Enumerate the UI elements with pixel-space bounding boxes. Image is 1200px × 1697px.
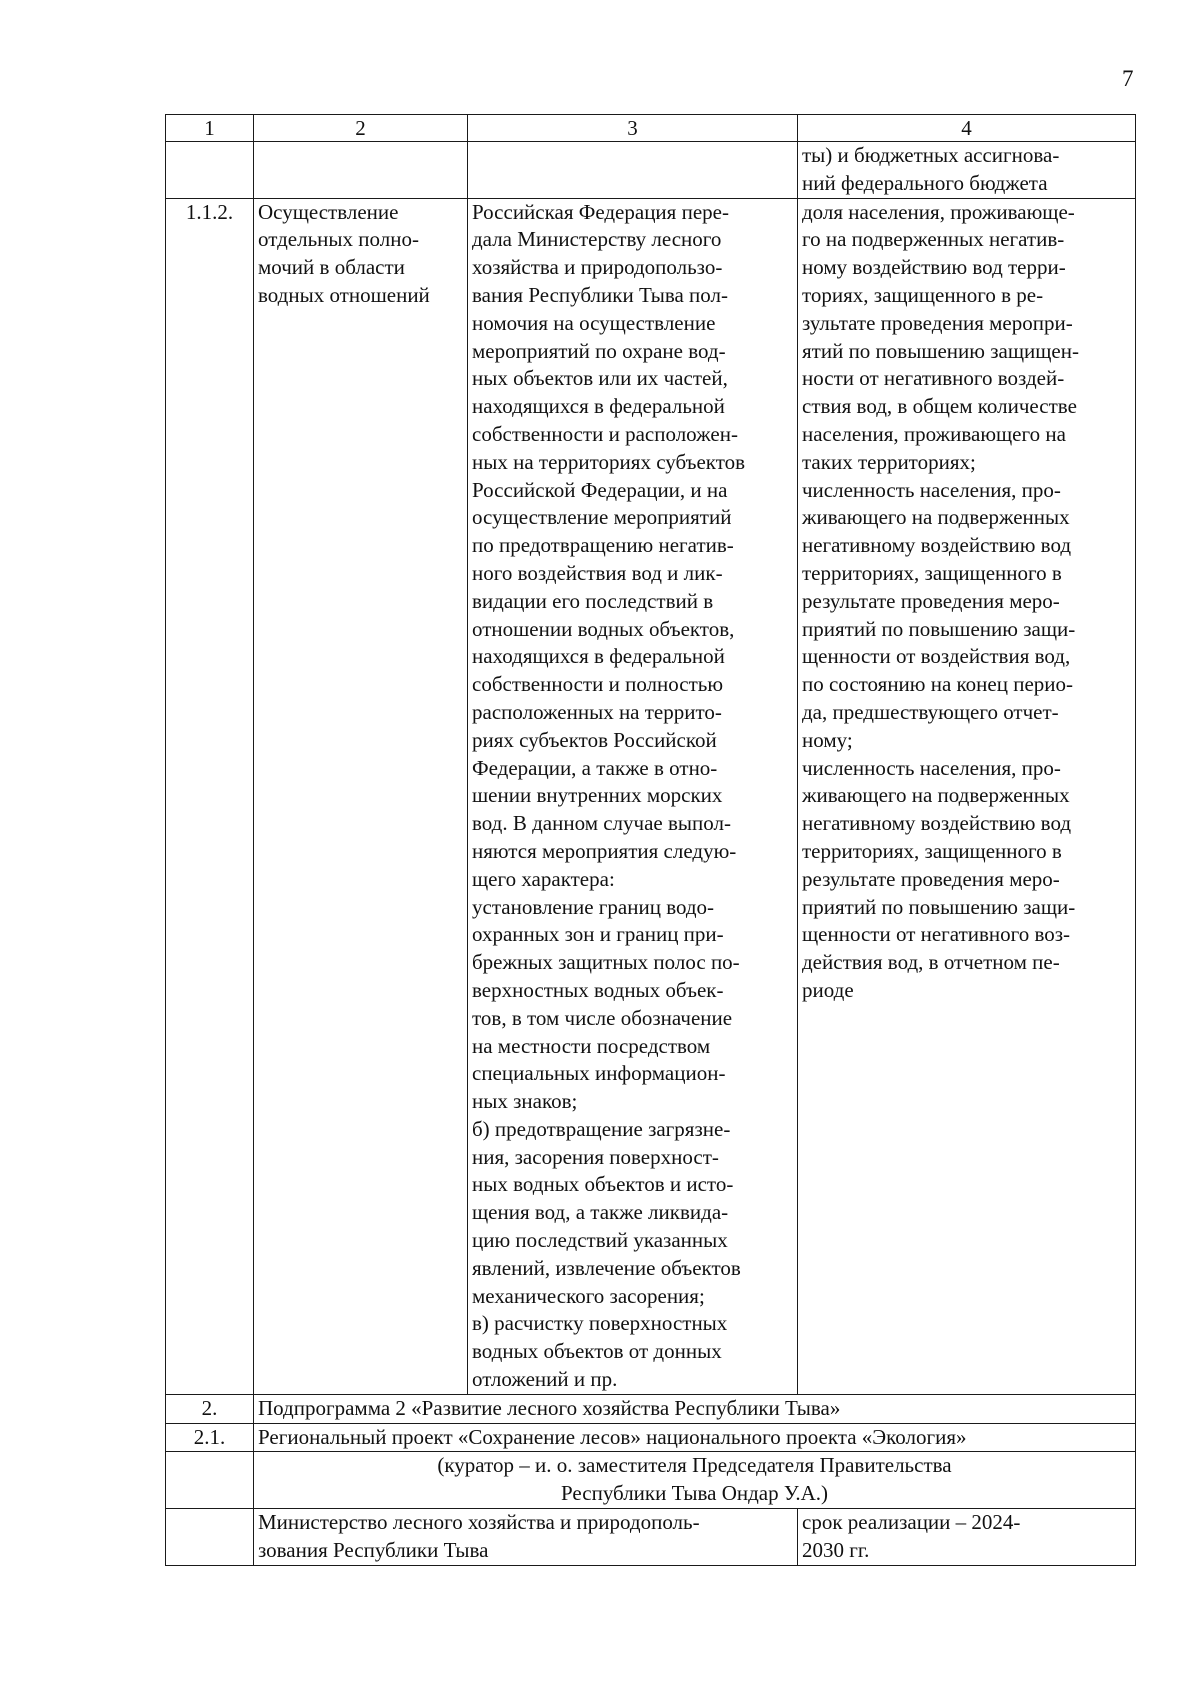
row-2-1 — [166, 1423, 1136, 1452]
cont-cell-3 — [468, 142, 798, 199]
regional-project-title: Региональный проект «Сохранение лесов» национального проекта «Экология» — [254, 1423, 1136, 1452]
row-name: Осуществление отдельных полно- мочий в области водных отношений — [254, 198, 468, 1394]
ministry-row — [166, 1509, 1136, 1566]
row-1-1-2 — [166, 198, 1136, 1394]
row-number: 2.1. — [166, 1423, 254, 1452]
row-number: 1.1.2. — [166, 198, 254, 1394]
empty-cell — [166, 1452, 254, 1509]
curator-row — [166, 1452, 1136, 1509]
row-number: 2. — [166, 1394, 254, 1423]
continuation-row — [166, 142, 1136, 199]
ministry-name: Министерство лесного хозяйства и природополь- зования Республики Тыва — [254, 1509, 798, 1566]
program-table — [165, 114, 1136, 1566]
cont-cell-1 — [166, 142, 254, 199]
implementation-term: срок реализации – 2024- 2030 гг. — [798, 1509, 1136, 1566]
header-row — [166, 115, 1136, 142]
row-description: Российская Федерация пере- дала Министерству лесного хозяйства и природопользо- вания Республики Тыва пол- номочия на осуществление мероприятий по охране вод- ных объектов или их частей, находящихся в федеральной собственности и расположен- ных на территориях субъектов Российской Федерации, и на осуществление мероприятий по предотвращению негатив- ного воздействия вод и лик- видации его последствий в отношении водных объектов, находящихся в федеральной собственности и полностью расположенных на террито- риях субъектов Российской Федерации, а также в отно- шении внутренних морских вод. В данном случае выпол- няются мероприятия следую- щего характера: установление границ водо- охранных зон и границ при- брежных защитных полос по- верхностных водных объек- тов, в том числе обозначение на местности посредством специальных информацион- ных знаков; б) предотвращение загрязне- ния, засорения поверхност- ных водных объектов и исто- щения вод, а также ликвида- цию последствий указанных явлений, извлечение объектов механического засорения; в) расчистку поверхностных водных объектов от донных отложений и пр. — [468, 198, 798, 1394]
header-col-2: 2 — [254, 115, 468, 142]
empty-cell — [166, 1509, 254, 1566]
row-2 — [166, 1394, 1136, 1423]
subprogram-title: Подпрограмма 2 «Развитие лесного хозяйства Республики Тыва» — [254, 1394, 1136, 1423]
header-col-4: 4 — [798, 115, 1136, 142]
cont-cell-4: ты) и бюджетных ассигнова- ний федерального бюджета — [798, 142, 1136, 199]
header-col-3: 3 — [468, 115, 798, 142]
page-number: 7 — [1122, 66, 1134, 91]
header-col-1: 1 — [166, 115, 254, 142]
cont-cell-2 — [254, 142, 468, 199]
row-indicators: доля населения, проживающе- го на подверженных негатив- ному воздействию вод терри- ториях, защищенного в ре- зультате проведения меропри- ятий по повышению защищен- ности от негативного воздей- ствия вод, в общем количестве населения, проживающего на таких территориях; численность населения, про- живающего на подверженных негативному воздействию вод территориях, защищенного в результате проведения меро- приятий по повышению защи- щенности от воздействия вод, по состоянию на конец перио- да, предшествующего отчет- ному; численность населения, про- живающего на подверженных негативному воздействию вод территориях, защищенного в результате проведения меро- приятий по повышению защи- щенности от негативного воз- действия вод, в отчетном пе- риоде — [798, 198, 1136, 1394]
curator-text: (куратор – и. о. заместителя Председателя Правительства Республики Тыва Ондар У.А.) — [254, 1452, 1136, 1509]
